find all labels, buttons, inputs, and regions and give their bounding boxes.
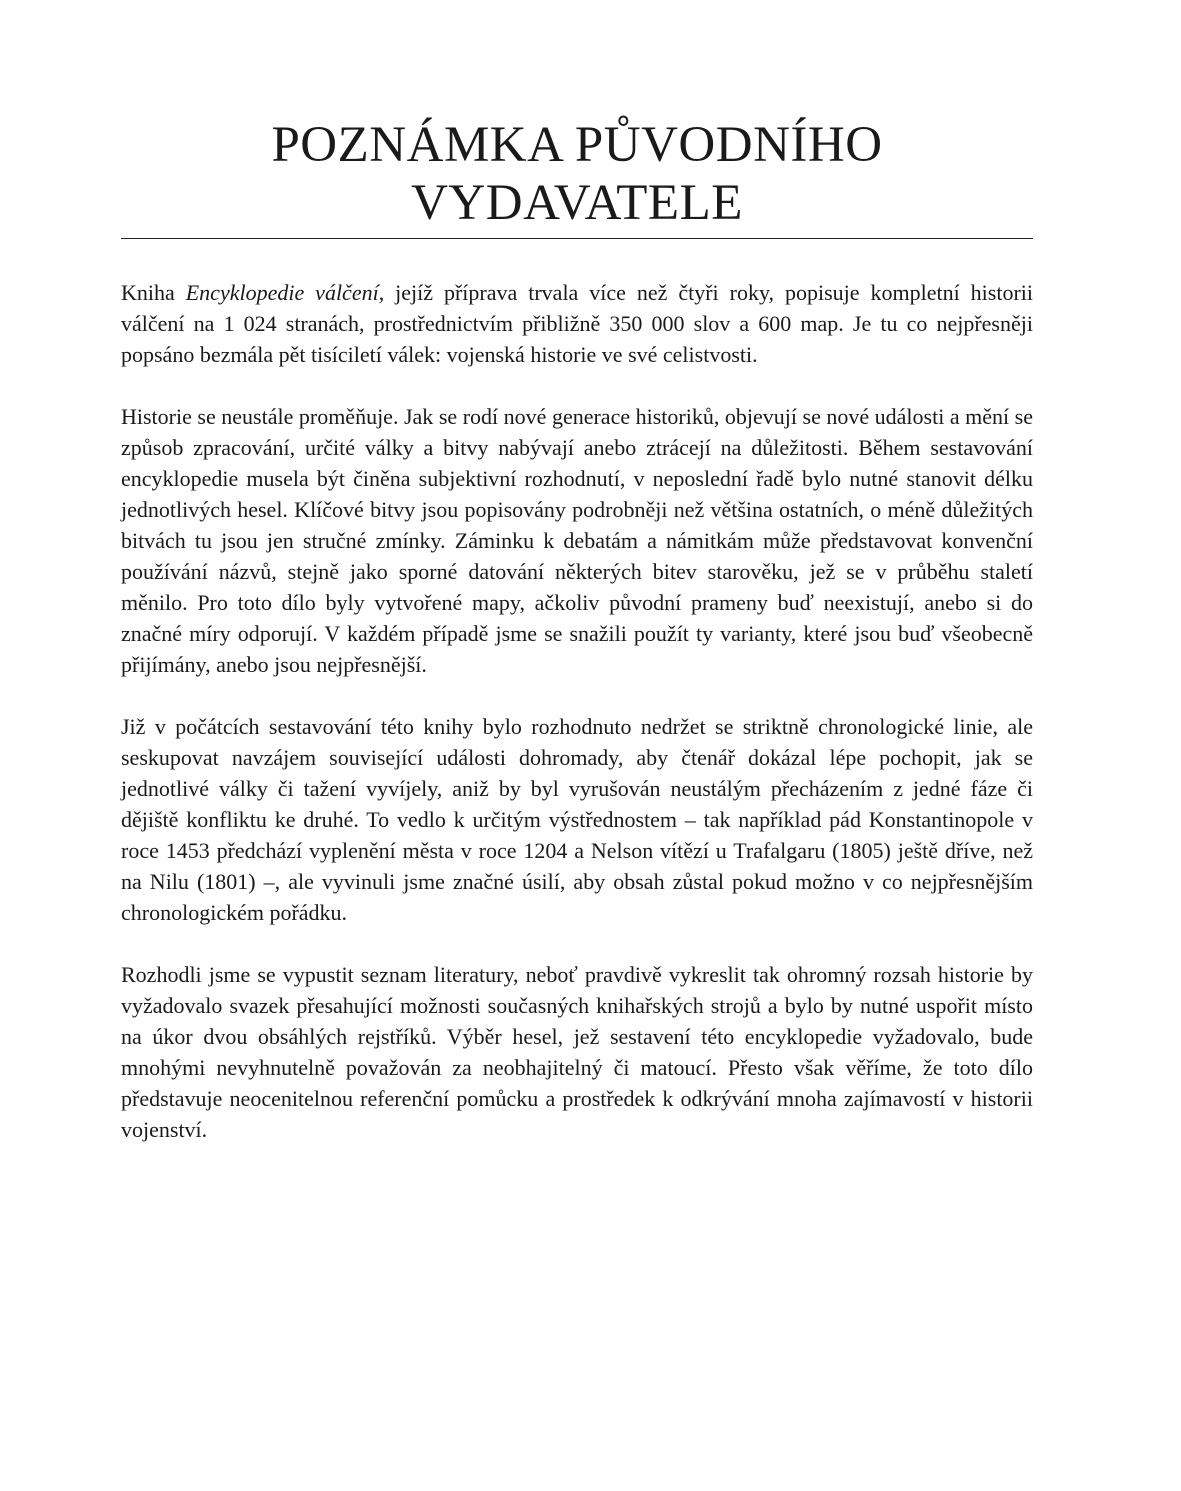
- title-divider: [121, 238, 1033, 239]
- paragraph-1-rest: , jejíž příprava trvala více než čtyři roky, popisuje kompletní historii válčení na 1 024 stranách, prostřednictvím přibližně 350 000 slov a 600 map. Je tu co nejpřesněji popsáno bezmála pět tisíciletí válek: vojenská historie ve své celistvosti.: [121, 280, 1033, 367]
- text-body: [121, 277, 1033, 1145]
- page-title: [121, 116, 1033, 232]
- paragraph-2: Historie se neustále proměňuje. Jak se rodí nové generace historiků, objevují se nové události a mění se způsob zpracování, určité války a bitvy nabývají anebo ztrácejí na důležitosti. Během sestavování encyklopedie musela být činěna subjektivní rozhodnutí, v neposlední řadě bylo nutné stanovit délku jednotlivých hesel. Klíčové bitvy jsou popisovány podrobněji než většina ostatních, o méně důležitých bitvách tu jsou jen stručné zmínky. Záminku k debatám a námitkám může představovat konvenční používání názvů, stejně jako sporné datování některých bitev starověku, jež se v průběhu staletí měnilo. Pro toto dílo byly vytvořené mapy, ačkoliv původní prameny buď neexistují, anebo si do značné míry odporují. V každém případě jsme se snažili použít ty varianty, které jsou buď všeobecně přijímány, anebo jsou nejpřesnější.: [121, 404, 1033, 677]
- paragraph-1: [121, 277, 1033, 370]
- paragraph-3: Již v počátcích sestavování této knihy bylo rozhodnuto nedržet se striktně chronologické linie, ale seskupovat navzájem související události dohromady, aby čtenář dokázal lépe pochopit, jak se jednotlivé války či tažení vyvíjely, aniž by byl vyrušován neustálým přecházením z jedné fáze či dějiště konfliktu ke druhé. To vedlo k určitým výstřednostem – tak například pád Konstantinopole v roce 1453 předchází vyplenění města v roce 1204 a Nelson vítězí u Trafalgaru (1805) ještě dříve, než na Nilu (1801) –, ale vyvinuli jsme značné úsilí, aby obsah zůstal pokud možno v co nejpřesnějším chronologickém pořádku.: [121, 714, 1033, 925]
- book-title: Encyklopedie válčení: [185, 280, 379, 305]
- page-title-line-1: POZNÁMKA PŮVODNÍHO: [271, 117, 883, 173]
- page: [121, 116, 1033, 1176]
- paragraph-1-prefix: Kniha: [121, 280, 186, 305]
- paragraph-4: Rozhodli jsme se vypustit seznam literatury, neboť pravdivě vykreslit tak ohromný rozsah historie by vyžadovalo svazek přesahující možnosti současných knihařských strojů a bylo by nutné uspořit místo na úkor dvou obsáhlých rejstříků. Výběr hesel, jež sestavení této encyklopedie vyžadovalo, bude mnohými nevyhnutelně považován za neobhajitelný či matoucí. Přesto však věříme, že toto dílo představuje neocenitelnou referenční pomůcku a prostředek k odkrývání mnoha zajímavostí v historii vojenství.: [121, 962, 1033, 1142]
- page-title-line-2: VYDAVATELE: [411, 175, 743, 231]
